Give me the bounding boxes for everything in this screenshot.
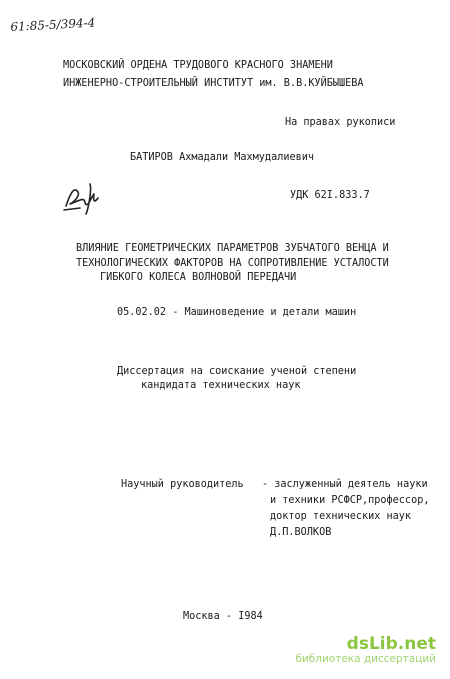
- institute-line-2: ИНЖЕНЕРНО-СТРОИТЕЛЬНЫЙ ИНСТИТУТ им. В.В.КУЙБЫШЕВА: [63, 78, 364, 89]
- manuscript-note: На правах рукописи: [285, 117, 396, 128]
- title-line-1: ВЛИЯНИЕ ГЕОМЕТРИЧЕСКИХ ПАРАМЕТРОВ ЗУБЧАТОГО ВЕНЦА И: [76, 243, 389, 254]
- watermark: [295, 635, 436, 665]
- supervisor-line-4: Д.П.ВОЛКОВ: [270, 527, 332, 538]
- institute-line-1: МОСКОВСКИЙ ОРДЕНА ТРУДОВОГО КРАСНОГО ЗНАМЕНИ: [63, 60, 333, 71]
- specialty: 05.02.02 - Машиноведение и детали машин: [117, 307, 357, 318]
- supervisor-line-1: - заслуженный деятель науки: [262, 479, 428, 490]
- title-line-3: ГИБКОГО КОЛЕСА ВОЛНОВОЙ ПЕРЕДАЧИ: [100, 272, 297, 283]
- dissertation-line-1: Диссертация на соискание ученой степени: [117, 366, 357, 377]
- city-year: Москва - I984: [183, 611, 263, 622]
- title-line-2: ТЕХНОЛОГИЧЕСКИХ ФАКТОРОВ НА СОПРОТИВЛЕНИЕ УСТАЛОСТИ: [76, 258, 389, 269]
- corner-note: 61:85-5/394-4: [10, 15, 96, 34]
- udk-code: УДК 62I.833.7: [290, 190, 370, 201]
- supervisor-line-2: и техники РСФСР,профессор,: [270, 495, 430, 506]
- supervisor-label: Научный руководитель: [121, 479, 244, 490]
- supervisor-line-3: доктор технических наук: [270, 511, 412, 522]
- author-name: БАТИРОВ Ахмадали Махмудалиевич: [130, 152, 315, 163]
- signature-icon: [60, 176, 104, 216]
- watermark-caption: библиотека диссертаций: [295, 653, 436, 665]
- watermark-site: dsLib.net: [346, 634, 436, 654]
- dissertation-line-2: кандидата технических наук: [141, 380, 301, 391]
